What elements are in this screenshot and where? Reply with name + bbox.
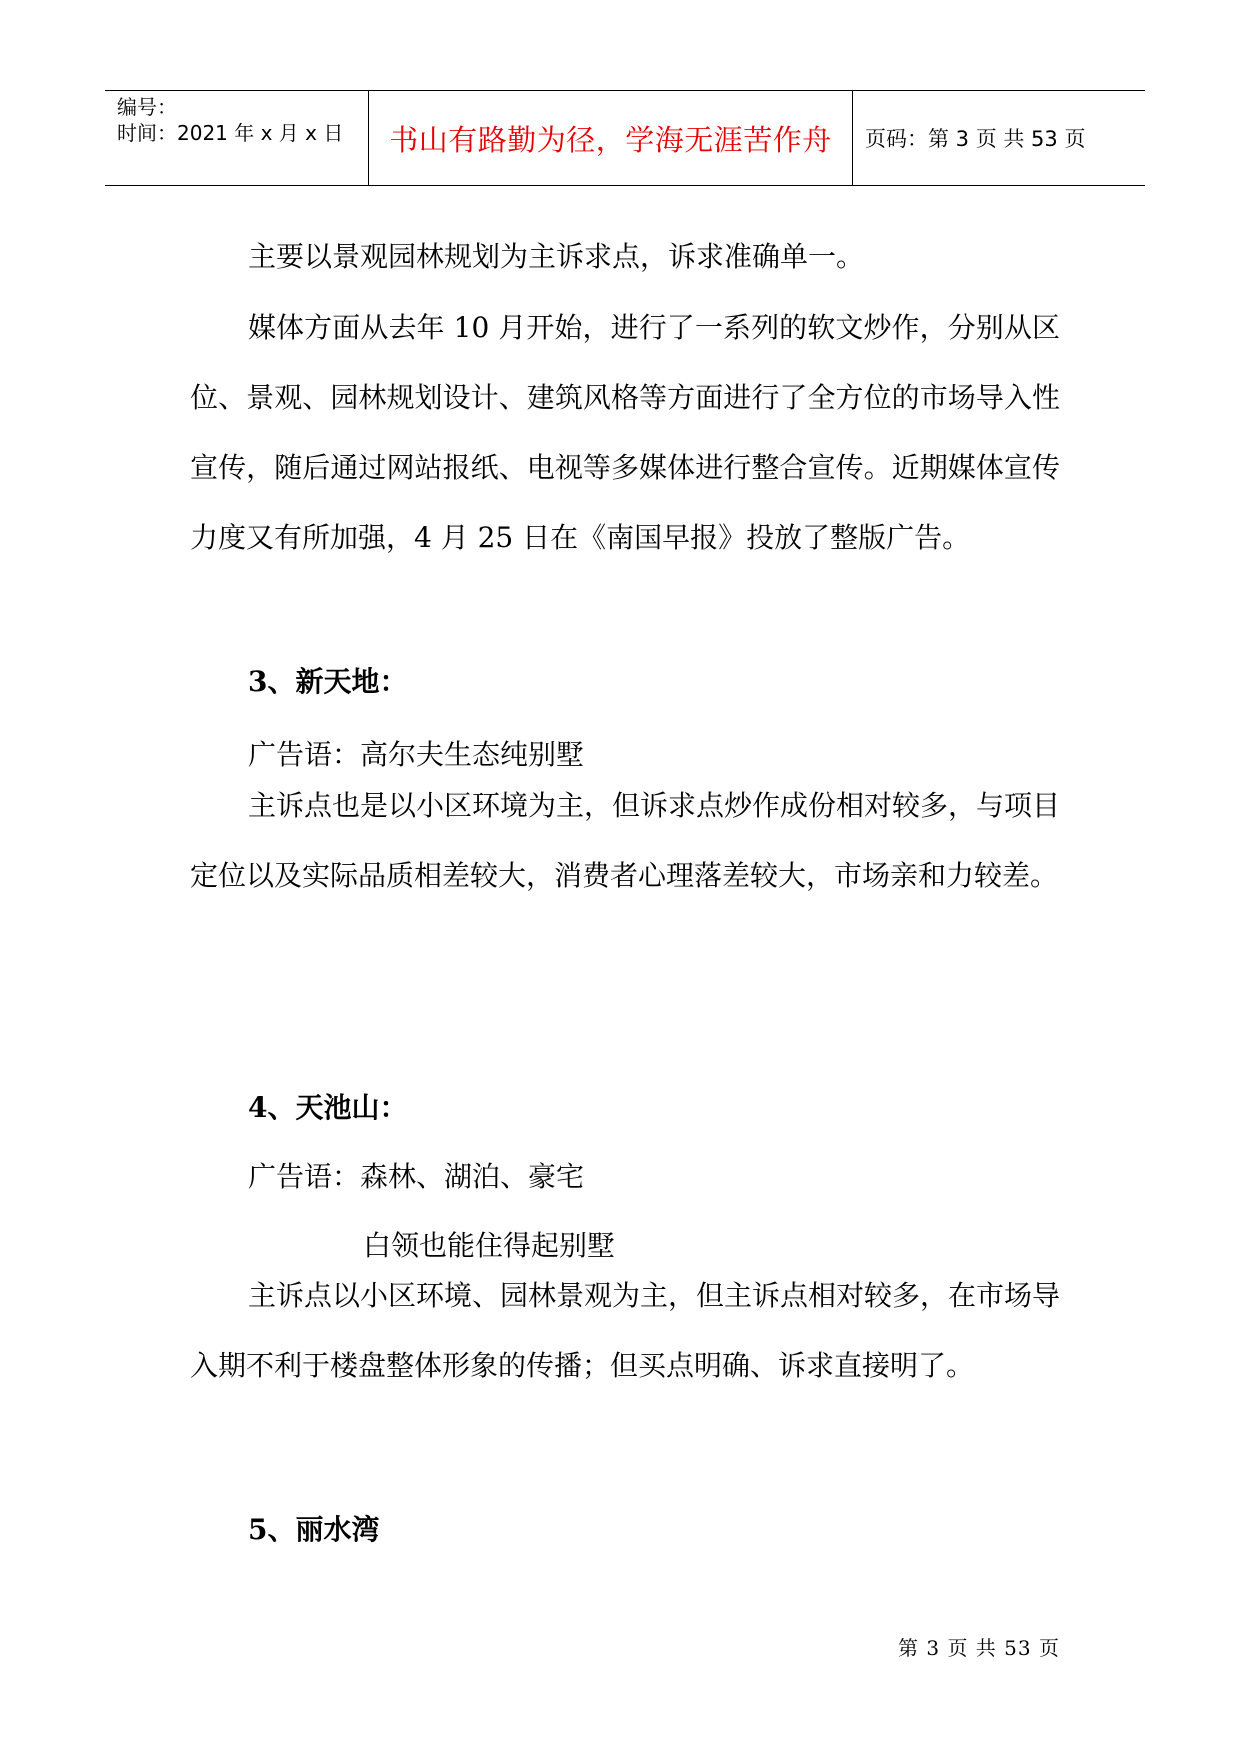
document-number-label: 编号： [117, 95, 177, 119]
section-5-heading: 5、丽水湾 [248, 1513, 380, 1546]
paragraph-1: 主要以景观园林规划为主诉求点，诉求准确单一。 [248, 240, 865, 273]
section-3-heading: 3、新天地： [248, 665, 408, 698]
section-3-description: 主诉点也是以小区环境为主，但诉求点炒作成份相对较多，与项目定位以及实际品质相差较大，消费者心理落差较大，市场亲和力较差。 [190, 789, 1061, 892]
section-3-slogan: 广告语：高尔夫生态纯别墅 [248, 738, 585, 771]
header-page-cell [853, 91, 1145, 185]
page-header [105, 90, 1145, 186]
paragraph-2: 媒体方面从去年 10 月开始，进行了一系列的软文炒作，分别从区位、景观、园林规划设计、建筑风格等方面进行了全方位的市场导入性宣传，随后通过网站报纸、电视等多媒体进行整合宣传。近期媒体宣传力度又有所加强，4 月 25 日在《南国早报》投放了整版广告。 [190, 311, 1060, 554]
header-page-code: 页码：第 3 页 共 53 页 [865, 127, 1086, 151]
document-time-label: 时间：2021 年 x 月 x 日 [117, 121, 344, 145]
header-meta-cell [105, 91, 369, 185]
section-4-description: 主诉点以小区环境、园林景观为主，但主诉点相对较多，在市场导入期不利于楼盘整体形象的传播；但买点明确、诉求直接明了。 [190, 1279, 1061, 1382]
section-4-heading: 4、天池山： [248, 1091, 408, 1124]
header-motto-cell [369, 91, 853, 185]
page-footer: 第 3 页 共 53 页 [898, 1636, 1060, 1660]
section-4-slogan: 广告语：森林、湖泊、豪宅 [248, 1160, 585, 1193]
header-motto: 书山有路勤为径，学海无涯苦作舟 [389, 122, 832, 157]
section-4-slogan-2: 白领也能住得起别墅 [363, 1229, 616, 1262]
